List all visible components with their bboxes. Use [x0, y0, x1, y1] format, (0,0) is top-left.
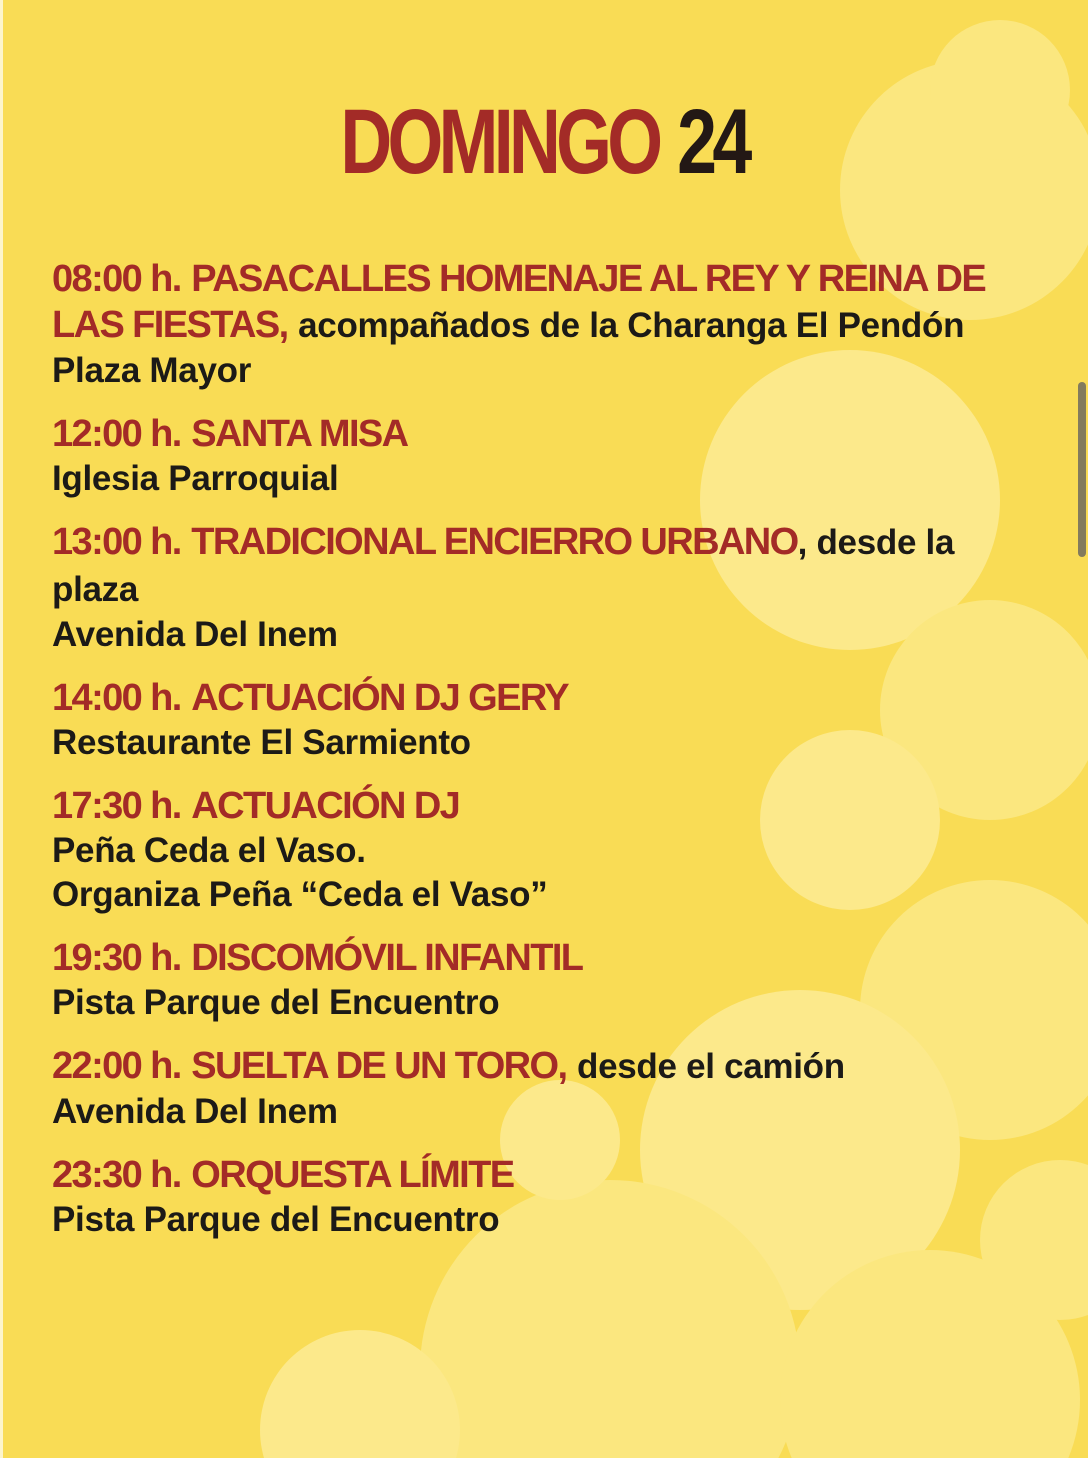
event-location: Restaurante El Sarmiento — [52, 723, 471, 762]
event-location: Avenida Del Inem — [52, 615, 338, 654]
event-location: Pista Parque del Encuentro — [52, 983, 500, 1022]
event-item — [52, 411, 1042, 501]
event-title: SUELTA DE UN TORO, — [191, 1045, 567, 1087]
event-heading — [52, 1043, 1042, 1090]
event-title: ACTUACIÓN DJ — [191, 785, 460, 827]
event-heading — [52, 935, 1042, 981]
page-title — [120, 91, 969, 193]
event-heading — [52, 1152, 1042, 1198]
event-heading — [52, 675, 1042, 721]
event-time: 17:30 h. — [52, 785, 181, 827]
event-item — [52, 1152, 1042, 1242]
event-location: Organiza Peña “Ceda el Vaso” — [52, 875, 548, 914]
event-item — [52, 675, 1042, 765]
title-day: DOMINGO — [340, 91, 659, 193]
event-heading — [52, 519, 1042, 613]
event-title: ACTUACIÓN DJ GERY — [191, 677, 569, 719]
title-number: 24 — [677, 91, 748, 193]
event-item — [52, 256, 1042, 393]
event-location: Peña Ceda el Vaso. — [52, 831, 366, 870]
event-detail: desde el camión — [576, 1047, 845, 1086]
event-detail: , desde la plaza — [52, 523, 955, 609]
event-title: PASACALLES HOMENAJE AL REY Y REINA DE LAS FIESTAS, — [52, 258, 986, 346]
event-time: 22:00 h. — [52, 1045, 181, 1087]
event-heading — [52, 783, 1042, 829]
event-time: 19:30 h. — [52, 937, 181, 979]
event-detail: acompañados de la Charanga El Pendón — [298, 306, 965, 345]
event-item — [52, 935, 1042, 1025]
event-title: DISCOMÓVIL INFANTIL — [191, 937, 583, 979]
event-location: Plaza Mayor — [52, 351, 252, 390]
event-location: Iglesia Parroquial — [52, 459, 339, 498]
event-heading — [52, 256, 1042, 349]
event-time: 08:00 h. — [52, 258, 181, 300]
event-location: Pista Parque del Encuentro — [52, 1200, 500, 1239]
scrollbar-thumb[interactable] — [1078, 382, 1086, 557]
event-item — [52, 1043, 1042, 1134]
event-title: SANTA MISA — [191, 413, 408, 455]
event-time: 12:00 h. — [52, 413, 181, 455]
event-item — [52, 519, 1042, 657]
event-time: 23:30 h. — [52, 1154, 181, 1196]
event-time: 14:00 h. — [52, 677, 181, 719]
page-edge — [0, 0, 3, 1458]
event-location: Avenida Del Inem — [52, 1092, 338, 1131]
event-heading — [52, 411, 1042, 457]
event-title: TRADICIONAL ENCIERRO URBANO — [191, 521, 798, 563]
events-list — [52, 256, 1042, 1260]
event-title: ORQUESTA LÍMITE — [191, 1154, 514, 1196]
event-time: 13:00 h. — [52, 521, 181, 563]
event-item — [52, 783, 1042, 917]
